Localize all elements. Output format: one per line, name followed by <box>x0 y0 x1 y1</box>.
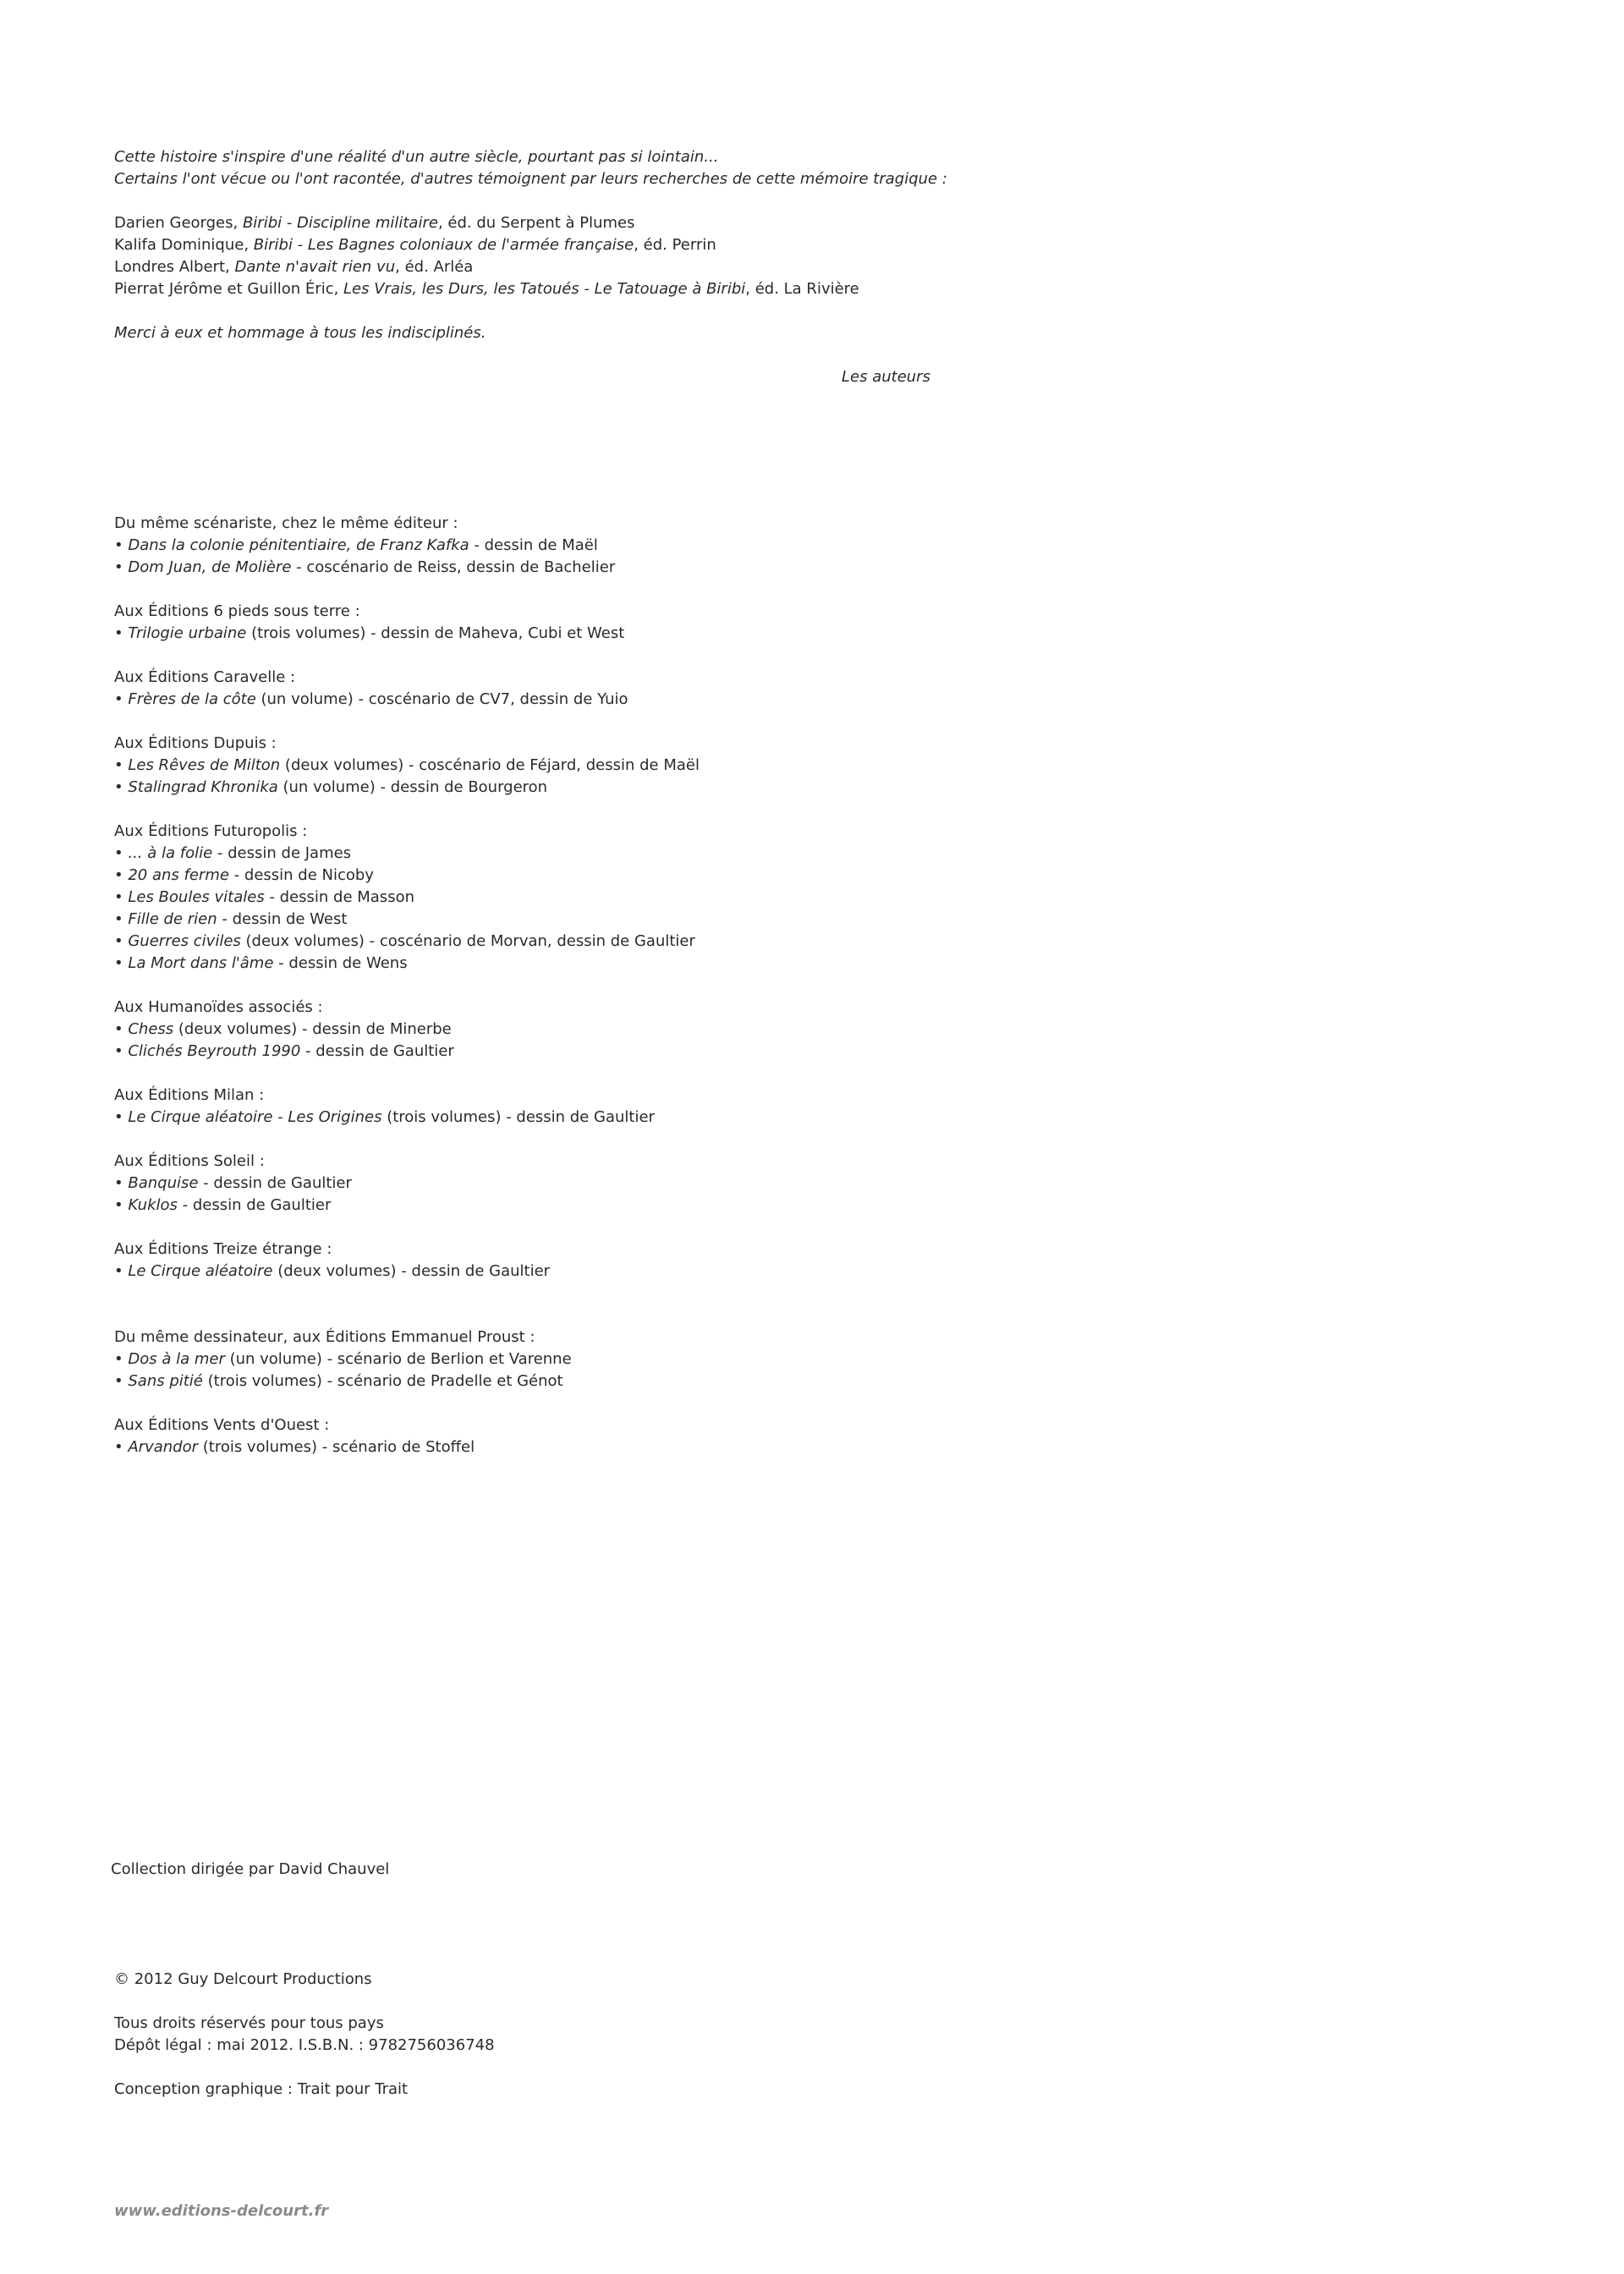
work-title: Trilogie urbaine <box>128 624 247 642</box>
works-group-heading: Aux Éditions Futuropolis : <box>114 822 308 840</box>
works-group-heading: Aux Éditions Dupuis : <box>114 734 277 752</box>
bullet: • <box>114 756 123 774</box>
works-group-heading: Aux Éditions Vents d'Ouest : <box>114 1416 330 1434</box>
works-list-item <box>114 1348 960 1370</box>
work-title: Les Boules vitales <box>128 888 265 906</box>
bullet: • <box>114 1372 123 1390</box>
works-list-item <box>114 865 960 887</box>
work-title: ... à la folie <box>128 844 213 862</box>
sources-block <box>114 146 960 344</box>
work-credits: - dessin de Gaultier <box>300 1042 454 1060</box>
works-group-heading: Du même scénariste, chez le même éditeur : <box>114 514 458 532</box>
work-title: Les Rêves de Milton <box>128 756 281 774</box>
work-title: Dom Juan, de Molière <box>128 558 292 576</box>
works-list-item <box>114 1195 960 1217</box>
rights-line: Tous droits réservés pour tous pays <box>114 2014 384 2032</box>
work-title: Dans la colonie pénitentiaire, de Franz Kafka <box>128 536 469 554</box>
legal-deposit-line: Dépôt légal : mai 2012. I.S.B.N. : 9782756036748 <box>114 2036 495 2054</box>
bullet: • <box>114 536 123 554</box>
work-credits: (trois volumes) - scénario de Stoffel <box>198 1438 475 1456</box>
work-credits: (deux volumes) - coscénario de Féjard, dessin de Maël <box>280 756 700 774</box>
work-title: Banquise <box>128 1174 199 1192</box>
work-credits: - dessin de James <box>212 844 352 862</box>
bullet: • <box>114 1350 123 1368</box>
works-list-item <box>114 887 960 909</box>
work-title: Kuklos <box>128 1196 178 1214</box>
bibliography-entry: Darien Georges, Biribi - Discipline militaire, éd. du Serpent à Plumes <box>114 214 635 232</box>
bullet: • <box>114 778 123 796</box>
work-title: Frères de la côte <box>128 690 256 708</box>
works-group-heading: Aux Éditions 6 pieds sous terre : <box>114 602 360 620</box>
work-title: Dos à la mer <box>128 1350 225 1368</box>
works-group-heading: Aux Humanoïdes associés : <box>114 998 323 1016</box>
work-credits: - dessin de Nicoby <box>228 866 374 884</box>
work-title: Le Cirque aléatoire <box>128 1262 273 1280</box>
bibliography-entry: Londres Albert, Dante n'avait rien vu, éd. Arléa <box>114 258 474 276</box>
bullet: • <box>114 932 123 950</box>
works-list-item <box>114 843 960 865</box>
works-list-item <box>114 931 960 953</box>
works-list-item <box>114 755 960 777</box>
intro-line-1: Cette histoire s'inspire d'une réalité d'un autre siècle, pourtant pas si lointain... <box>114 148 719 166</box>
bullet: • <box>114 1196 123 1214</box>
work-credits: (trois volumes) - dessin de Maheva, Cubi et West <box>246 624 625 642</box>
work-credits: (trois volumes) - scénario de Pradelle et Génot <box>202 1372 563 1390</box>
bullet: • <box>114 866 123 884</box>
work-credits: (deux volumes) - dessin de Gaultier <box>272 1262 551 1280</box>
works-list-item <box>114 689 960 711</box>
work-title: Stalingrad Khronika <box>128 778 278 796</box>
work-credits: (deux volumes) - coscénario de Morvan, dessin de Gaultier <box>240 932 695 950</box>
bullet: • <box>114 690 123 708</box>
bullet: • <box>114 1020 123 1038</box>
collection-credit: Collection dirigée par David Chauvel <box>111 1860 390 1878</box>
bullet: • <box>114 558 123 576</box>
works-list <box>114 513 960 1458</box>
bibliography-list <box>114 212 960 300</box>
work-credits: (trois volumes) - dessin de Gaultier <box>381 1108 655 1126</box>
work-credits: (un volume) - scénario de Berlion et Varenne <box>224 1350 572 1368</box>
works-list-item <box>114 1261 960 1283</box>
graphic-design-line: Conception graphique : Trait pour Trait <box>114 2080 409 2098</box>
works-list-item <box>114 1173 960 1195</box>
work-credits: - coscénario de Reiss, dessin de Bachelier <box>291 558 616 576</box>
bullet: • <box>114 1042 123 1060</box>
work-title: Le Cirque aléatoire - Les Origines <box>128 1108 382 1126</box>
works-list-item <box>114 909 960 931</box>
works-group-heading: Du même dessinateur, aux Éditions Emmanuel Proust : <box>114 1328 535 1346</box>
intro-line-2: Certains l'ont vécue ou l'ont racontée, d'autres témoignent par leurs recherches de cette mémoire tragique : <box>114 170 947 188</box>
works-list-item <box>114 1041 960 1063</box>
work-credits: - dessin de Gaultier <box>177 1196 332 1214</box>
bullet: • <box>114 1108 123 1126</box>
work-title: Arvandor <box>128 1438 199 1456</box>
work-title: La Mort dans l'âme <box>128 954 274 972</box>
bullet: • <box>114 910 123 928</box>
bullet: • <box>114 1438 123 1456</box>
works-list-item <box>114 1370 960 1392</box>
work-credits: (un volume) - dessin de Bourgeron <box>277 778 548 796</box>
work-title: Sans pitié <box>128 1372 203 1390</box>
bibliography-entry: Kalifa Dominique, Biribi - Les Bagnes coloniaux de l'armée française, éd. Perrin <box>114 236 716 254</box>
works-group-heading: Aux Éditions Treize étrange : <box>114 1240 332 1258</box>
works-list-item <box>114 535 960 557</box>
work-credits: (deux volumes) - dessin de Minerbe <box>173 1020 452 1038</box>
work-credits: - dessin de West <box>217 910 348 928</box>
work-title: 20 ans ferme <box>128 866 229 884</box>
works-list-item <box>114 777 960 799</box>
copyright-line: © 2012 Guy Delcourt Productions <box>114 1970 372 1988</box>
bullet: • <box>114 1174 123 1192</box>
works-group-heading: Aux Éditions Caravelle : <box>114 668 296 686</box>
work-credits: - dessin de Gaultier <box>198 1174 352 1192</box>
works-list-item <box>114 1107 960 1129</box>
work-title: Guerres civiles <box>128 932 241 950</box>
bullet: • <box>114 1262 123 1280</box>
works-list-item <box>114 1019 960 1041</box>
work-title: Chess <box>128 1020 174 1038</box>
works-group-heading: Aux Éditions Milan : <box>114 1086 265 1104</box>
work-credits: - dessin de Masson <box>264 888 414 906</box>
work-credits: - dessin de Wens <box>273 954 408 972</box>
work-title: Fille de rien <box>128 910 217 928</box>
works-list-item <box>114 557 960 579</box>
works-group-heading: Aux Éditions Soleil : <box>114 1152 265 1170</box>
bullet: • <box>114 624 123 642</box>
bibliography-entry: Pierrat Jérôme et Guillon Éric, Les Vrais, les Durs, les Tatoués - Le Tatouage à Biribi, éd. La Rivière <box>114 280 859 298</box>
authors-signature: Les auteurs <box>842 368 930 386</box>
bullet: • <box>114 844 123 862</box>
bullet: • <box>114 888 123 906</box>
work-credits: - dessin de Maël <box>469 536 598 554</box>
website-link[interactable]: www.editions-delcourt.fr <box>114 2202 329 2220</box>
thanks-line: Merci à eux et hommage à tous les indisciplinés. <box>114 324 486 342</box>
bullet: • <box>114 954 123 972</box>
works-list-item <box>114 953 960 975</box>
works-list-item <box>114 623 960 645</box>
works-list-item <box>114 1436 960 1458</box>
legal-block <box>114 1969 495 2101</box>
work-title: Clichés Beyrouth 1990 <box>128 1042 301 1060</box>
work-credits: (un volume) - coscénario de CV7, dessin de Yuio <box>255 690 628 708</box>
